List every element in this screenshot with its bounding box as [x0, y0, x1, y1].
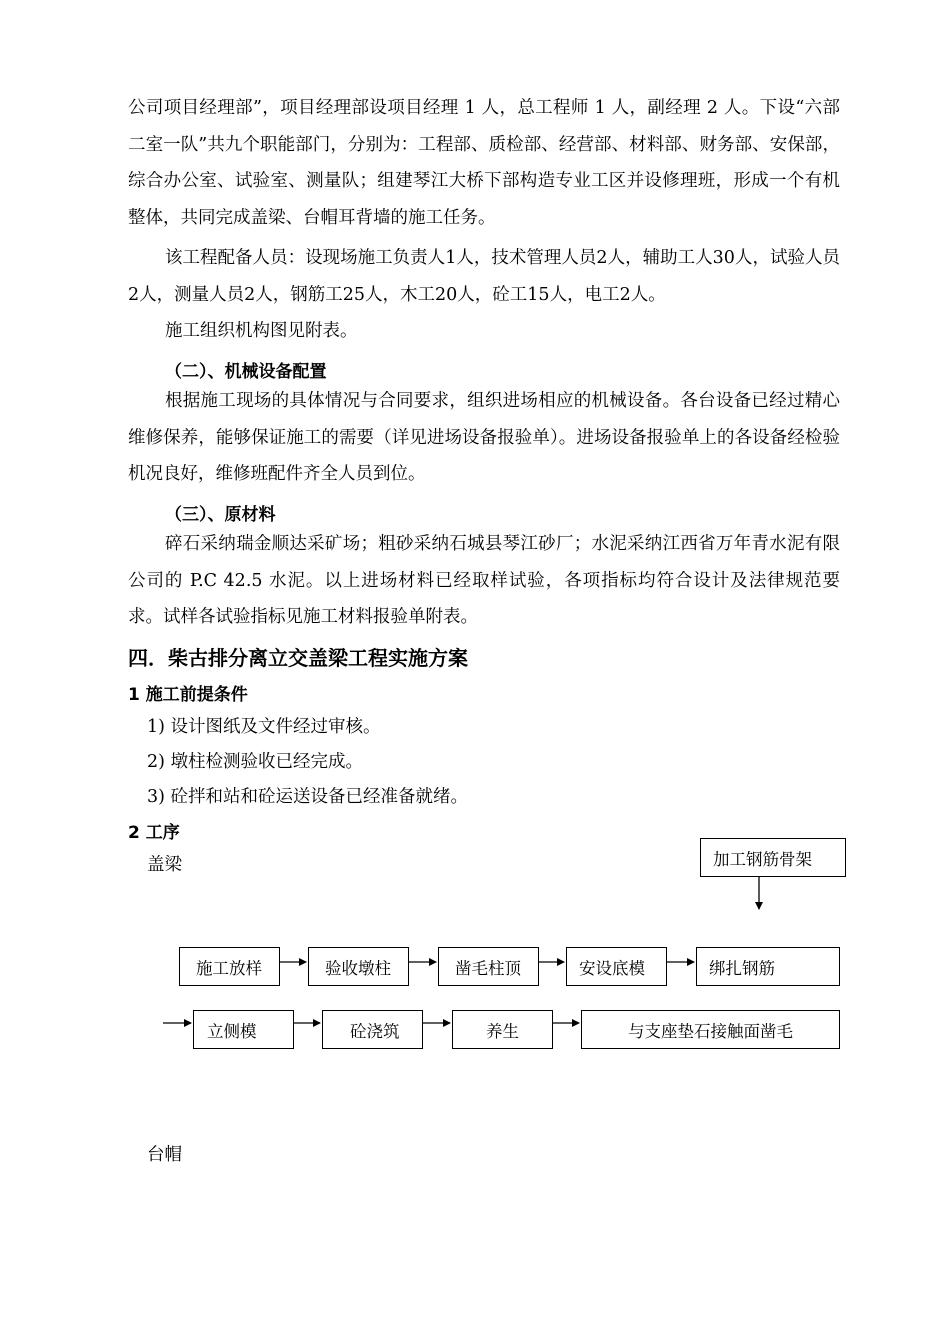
flow-box-step: 与支座垫石接触面凿毛	[581, 1010, 840, 1049]
flow-box-step: 砼浇筑	[322, 1010, 423, 1049]
heading-preconditions: 1 施工前提条件	[128, 685, 248, 705]
flow-box-step: 养生	[452, 1010, 553, 1049]
heading-machinery: （二）、机械设备配置	[165, 362, 327, 382]
flow-box-step: 安设底模	[566, 947, 667, 986]
flow-box-rebar-cage: 加工钢筋骨架	[700, 838, 846, 877]
flow-box-step: 绑扎钢筋	[696, 947, 840, 986]
precondition-item: 1) 设计图纸及文件经过审核。	[147, 717, 381, 737]
paragraph-organization: 公司项目经理部”，项目经理部设项目经理 1 人，总工程师 1 人，副经理 2 人。下设“六部二室一队”共九个职能部门，分别为：工程部、质检部、经营部、材料部、财务部、安保部，综合办公室、试验室、测量队；组建琴江大桥下部构造专业工区并设修理班，形成一个有机整体，共同完成盖梁、台帽耳背墙的施工任务。	[128, 98, 840, 228]
paragraph-machinery: 根据施工现场的具体情况与合同要求，组织进场相应的机械设备。各台设备已经过精心维修保养，能够保证施工的需要（详见进场设备报验单）。进场设备报验单上的各设备经检验机况良好，维修班配件齐全人员到位。	[128, 391, 840, 484]
paragraph-staffing: 该工程配备人员：设现场施工负责人1人，技术管理人员2人，辅助工人30人，试验人员2人，测量人员2人，钢筋工25人，木工20人，砼工15人，电工2人。	[128, 248, 840, 305]
paragraph-org-chart-reference: 施工组织机构图见附表。	[165, 321, 358, 341]
precondition-item: 3) 砼拌和站和砼运送设备已经准备就绪。	[147, 787, 469, 807]
section-heading: 四．柴古排分离立交盖梁工程实施方案	[128, 646, 468, 670]
precondition-item: 2) 墩柱检测验收已经完成。	[147, 752, 364, 772]
heading-process: 2 工序	[128, 823, 180, 843]
flow-box-step: 凿毛柱顶	[438, 947, 539, 986]
label-abutment-cap: 台帽	[147, 1145, 182, 1165]
flow-box-step: 验收墩柱	[308, 947, 409, 986]
flow-box-step: 施工放样	[179, 947, 280, 986]
flow-box-step: 立侧模	[193, 1010, 294, 1049]
label-cap-beam: 盖梁	[147, 855, 182, 875]
heading-materials: （三）、原材料	[165, 505, 276, 525]
paragraph-materials: 碎石采纳瑞金顺达采矿场；粗砂采纳石城县琴江砂厂；水泥采纳江西省万年青水泥有限公司的 P.C 42.5 水泥。以上进场材料已经取样试验，各项指标均符合设计及法律规范要求。试样各试验指标见施工材料报验单附表。	[128, 534, 840, 627]
